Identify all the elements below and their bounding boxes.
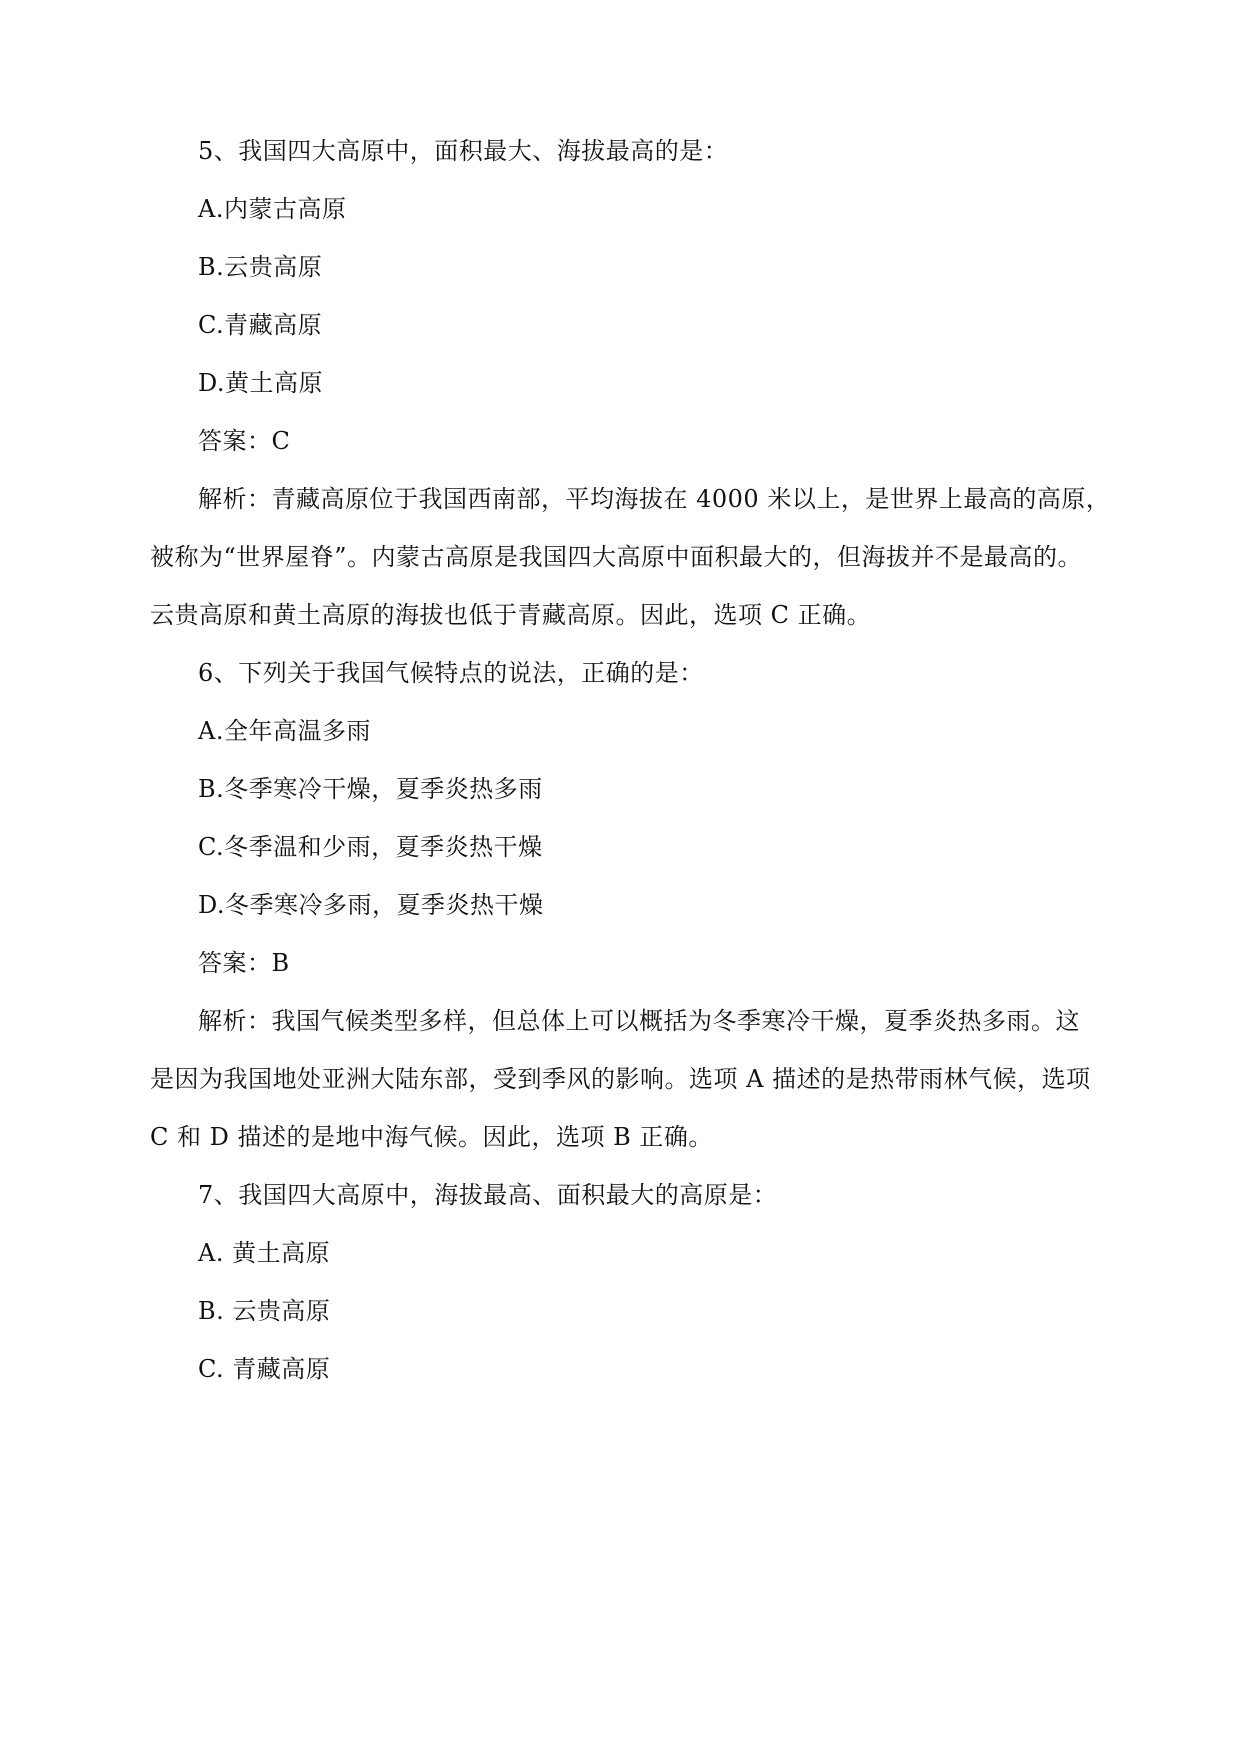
question-5-analysis-line-2: 被称为“世界屋脊”。内蒙古高原是我国四大高原中面积最大的，但海拔并不是最高的。 — [150, 543, 1083, 571]
question-7-option-a: A. 黄土高原 — [198, 1239, 331, 1267]
question-6-analysis-line-3: C 和 D 描述的是地中海气候。因此，选项 B 正确。 — [150, 1123, 713, 1151]
question-6-option-b: B.冬季寒冷干燥，夏季炎热多雨 — [198, 775, 543, 803]
question-5-option-d: D.黄土高原 — [198, 369, 324, 397]
question-5-analysis-line-3: 云贵高原和黄土高原的海拔也低于青藏高原。因此，选项 C 正确。 — [150, 601, 872, 629]
question-6-analysis-line-1: 解析：我国气候类型多样，但总体上可以概括为冬季寒冷干燥，夏季炎热多雨。这 — [198, 1007, 1080, 1035]
question-7-stem: 7、我国四大高原中，海拔最高、面积最大的高原是： — [198, 1181, 778, 1209]
question-6-option-d: D.冬季寒冷多雨，夏季炎热干燥 — [198, 891, 544, 919]
question-6-stem: 6、下列关于我国气候特点的说法，正确的是： — [198, 659, 704, 687]
question-6-answer: 答案：B — [198, 949, 290, 977]
question-7-option-b: B. 云贵高原 — [198, 1297, 331, 1325]
question-6-option-a: A.全年高温多雨 — [198, 717, 371, 745]
question-6-option-c: C.冬季温和少雨，夏季炎热干燥 — [198, 833, 543, 861]
question-5-option-b: B.云贵高原 — [198, 253, 323, 281]
question-6-analysis-line-2: 是因为我国地处亚洲大陆东部，受到季风的影响。选项 A 描述的是热带雨林气候，选项 — [150, 1065, 1091, 1093]
question-5-option-c: C.青藏高原 — [198, 311, 323, 339]
question-5-option-a: A.内蒙古高原 — [198, 195, 347, 223]
question-5-analysis-line-1: 解析：青藏高原位于我国西南部，平均海拔在 4000 米以上，是世界上最高的高原， — [198, 485, 1111, 513]
question-7-option-c: C. 青藏高原 — [198, 1355, 331, 1383]
question-5-stem: 5、我国四大高原中，面积最大、海拔最高的是： — [198, 137, 729, 165]
question-5-answer: 答案：C — [198, 427, 291, 455]
